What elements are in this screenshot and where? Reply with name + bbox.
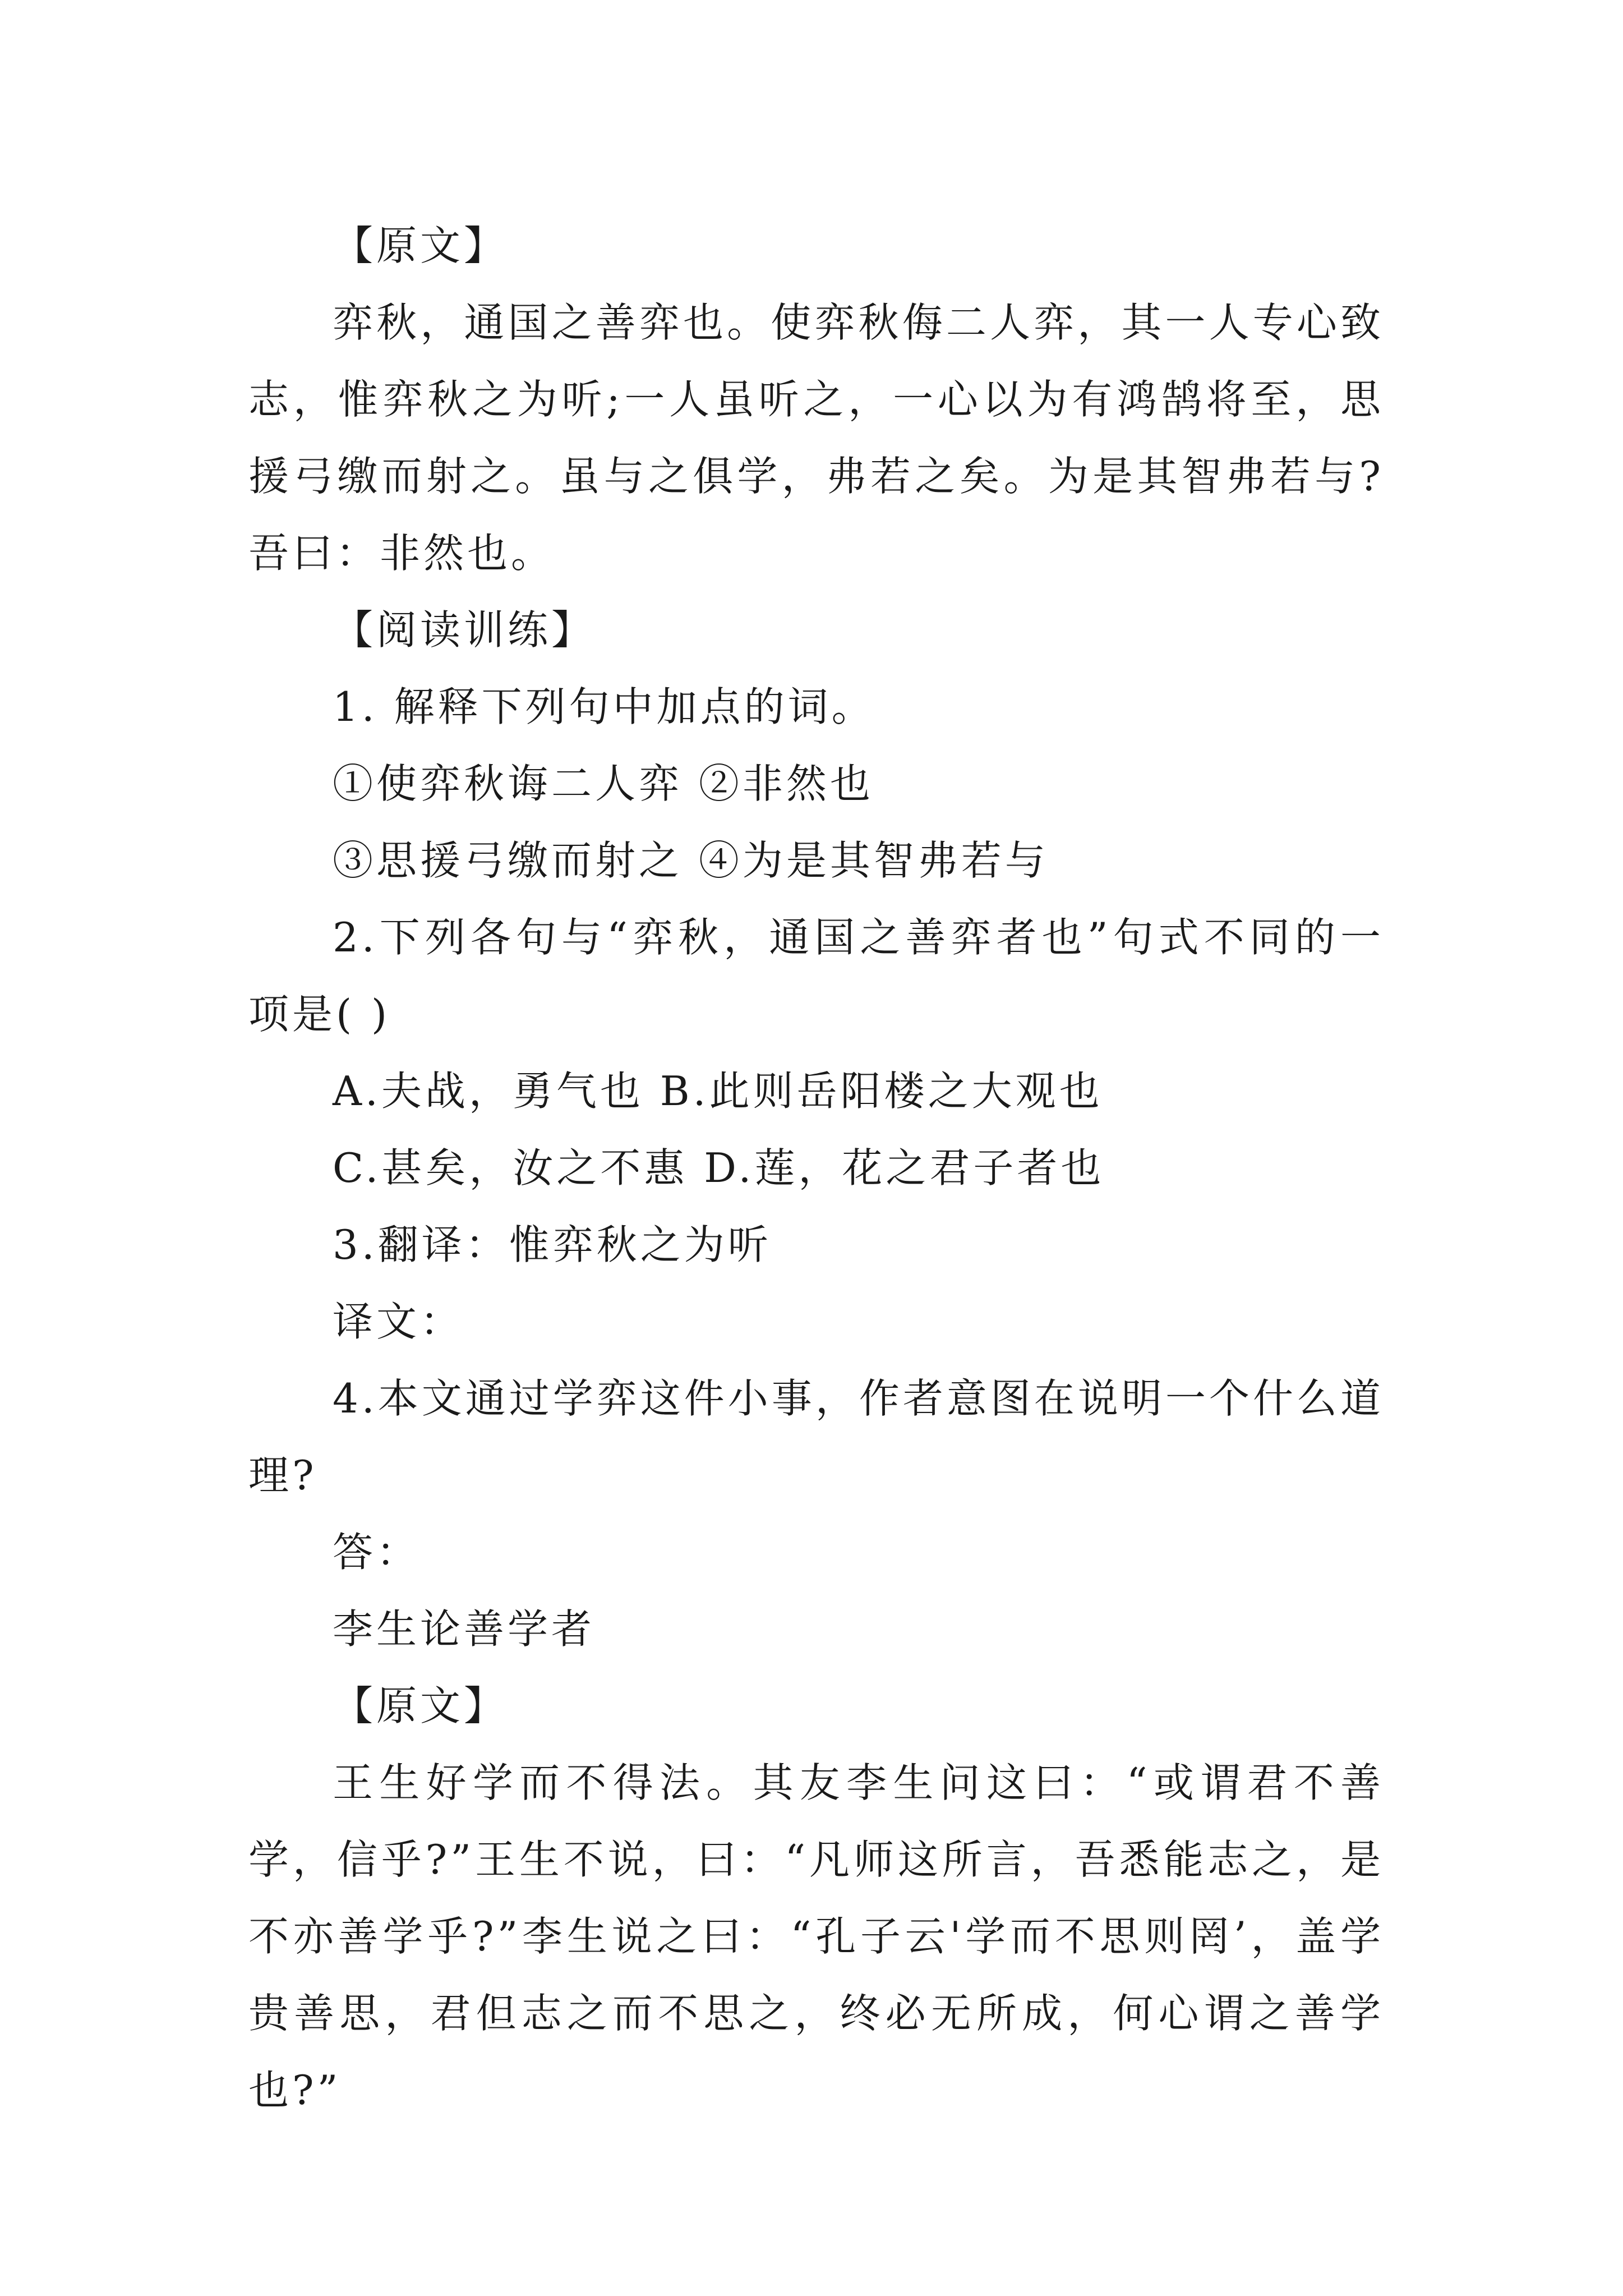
section-title-li-sheng: 李生论善学者: [333, 1605, 596, 1653]
question-2-options-cd: C.甚矣，汝之不惠 D.莲，花之君子者也: [333, 1144, 1105, 1191]
question-2: 2.下列各句与“弈秋，通国之善弈者也”句式不同的一项是( ): [248, 914, 1384, 1038]
question-3: 3.翻译：惟弈秋之为听: [333, 1221, 772, 1268]
question-2-options-ab: A.夫战，勇气也 B.此则岳阳楼之大观也: [333, 1068, 1103, 1115]
question-1-items-b: ③思援弓缴而射之 ④为是其智弗若与: [333, 837, 1049, 884]
paragraph-yiqiu-story: 弈秋，通国之善弈也。使弈秋侮二人弈，其一人专心致志，惟弈秋之为听;一人虽听之，一心以为有鸿鹄将至，思援弓缴而射之。虽与之俱学，弗若之矣。为是其智弗若与?吾曰：非然也。: [248, 299, 1384, 577]
paragraph-wang-sheng-story: 王生好学而不得法。其友李生问这曰：“或谓君不善学，信乎?”王生不说，曰：“凡师这所言，吾悉能志之，是不亦善学乎?”李生说之曰：“孔子云'学而不思则罔’，盖学贵善思，君但志之而不思之，终必无所成，何心谓之善学也?”: [248, 1759, 1384, 2114]
question-4: 4.本文通过学弈这件小事，作者意图在说明一个什么道理?: [248, 1375, 1384, 1499]
answer-label: 答：: [333, 1529, 421, 1576]
section-heading-reading-training: 【阅读训练】: [333, 606, 596, 654]
section-heading-original-text-2: 【原文】: [333, 1682, 508, 1729]
translation-label: 译文：: [333, 1298, 464, 1345]
document-body: [248, 208, 1384, 2129]
section-heading-original-text: 【原文】: [333, 222, 508, 269]
question-1-items-a: ①使弈秋诲二人弈 ②非然也: [333, 760, 874, 807]
question-1: 1. 解释下列句中加点的词。: [333, 683, 875, 730]
